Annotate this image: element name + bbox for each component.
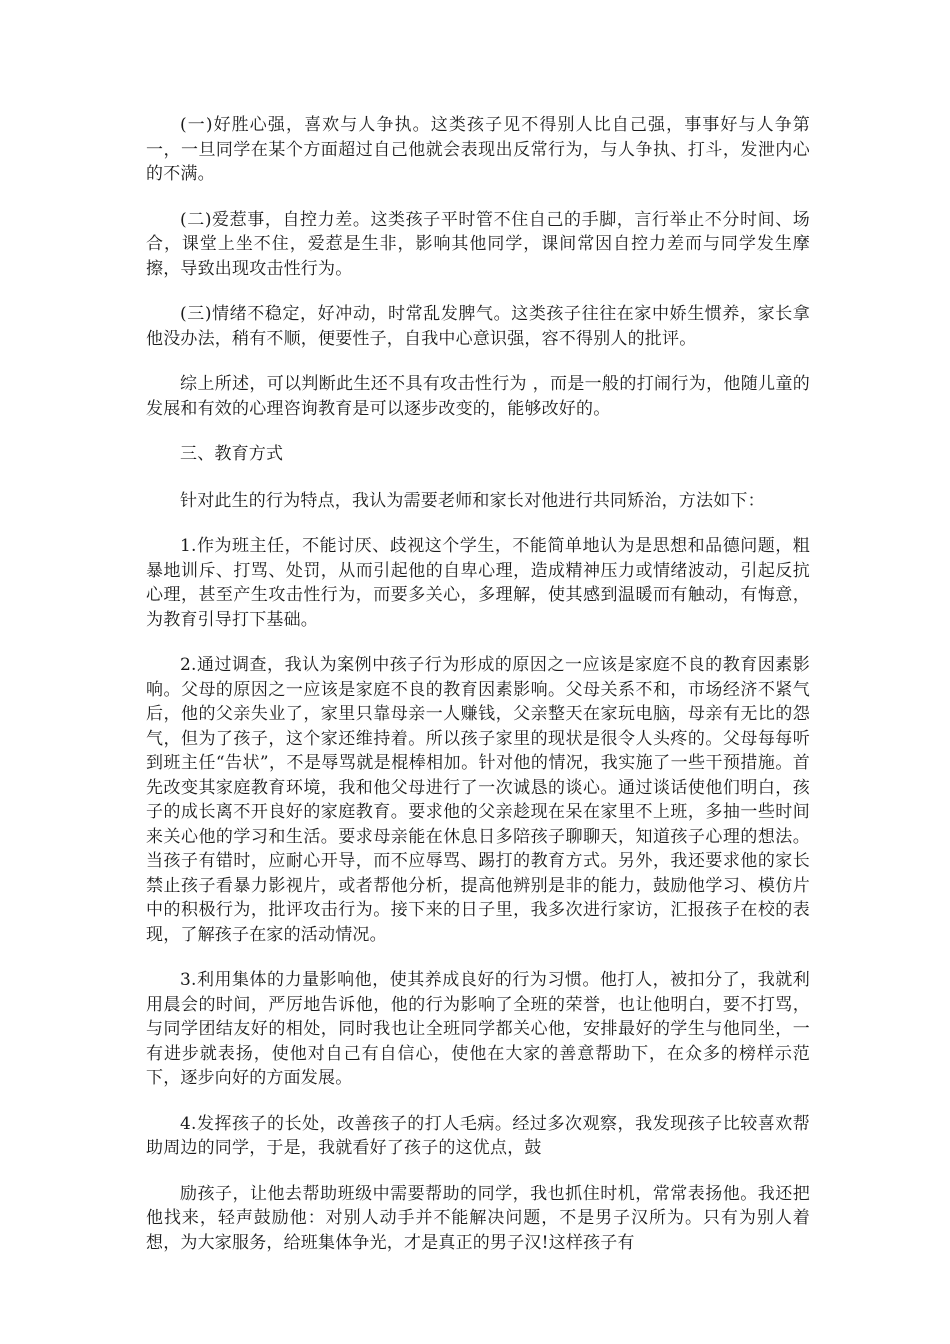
paragraph-method-3: 3.利用集体的力量影响他，使其养成良好的行为习惯。他打人，被扣分了，我就利用晨会的时间，严厉地告诉他，他的行为影响了全班的荣誉，也让他明白，要不打骂，与同学团结友好的相处，同时我也让全班同学都关心他，安排最好的学生与他同坐，一有进步就表扬，使他对自己有自信心，使他在大家的善意帮助下，在众多的榜样示范下，逐步向好的方面发展。 [146, 970, 810, 1088]
paragraph-intro: 针对此生的行为特点，我认为需要老师和家长对他进行共同矫治，方法如下： [180, 490, 765, 511]
paragraph-trait-2: (二)爱惹事，自控力差。这类孩子平时管不住自己的手脚，言行举止不分时间、场合，课堂上坐不住，爱惹是生非，影响其他同学，课间常因自控力差而与同学发生摩擦，导致出现攻击性行为。 [146, 209, 810, 279]
paragraph-method-1: 1.作为班主任，不能讨厌、歧视这个学生，不能简单地认为是思想和品德问题，粗暴地训斥、打骂、处罚，从而引起他的自卑心理，造成精神压力或情绪波动，引起反抗心理，甚至产生攻击性行为，而要多关心，多理解，使其感到温暖而有触动，有悔意，为教育引导打下基础。 [146, 536, 810, 630]
paragraph-method-2: 2.通过调查，我认为案例中孩子行为形成的原因之一应该是家庭不良的教育因素影响。父母的原因之一应该是家庭不良的教育因素影响。父母关系不和，市场经济不紧气后，他的父亲失业了，家里只靠母亲一人赚钱，父亲整天在家玩电脑，母亲有无比的怨气，但为了孩子，这个家还维持着。所以孩子家里的现状是很令人头疼的。父母每每听到班主任“告状”，不是辱骂就是棍棒相加。针对他的情况，我实施了一些干预措施。首先改变其家庭教育环境，我和他父母进行了一次诚恳的谈心。通过谈话使他们明白，孩子的成长离不开良好的家庭教育。要求他的父亲趁现在呆在家里不上班，多抽一些时间来关心他的学习和生活。要求母亲能在休息日多陪孩子聊聊天，知道孩子心理的想法。当孩子有错时，应耐心开导，而不应辱骂、踢打的教育方式。另外，我还要求他的家长禁止孩子看暴力影视片，或者帮他分析，提高他辨别是非的能力，鼓励他学习、模仿片中的积极行为，批评攻击行为。接下来的日子里，我多次进行家访，汇报孩子在校的表现，了解孩子在家的活动情况。 [146, 655, 810, 945]
paragraph-trait-1: (一)好胜心强，喜欢与人争执。这类孩子见不得别人比自己强，事事好与人争第一，一旦同学在某个方面超过自己他就会表现出反常行为，与人争执、打斗，发泄内心的不满。 [146, 115, 810, 184]
section-heading: 三、教育方式 [180, 444, 284, 464]
document-page [146, 113, 810, 1276]
paragraph-continuation: 励孩子，让他去帮助班级中需要帮助的同学，我也抓住时机，常常表扬他。我还把他找来，轻声鼓励他：对别人动手并不能解决问题，不是男子汉所为。只有为别人着想，为大家服务，给班集体争光，才是真正的男子汉!这样孩子有 [146, 1183, 810, 1253]
paragraph-summary: 综上所述，可以判断此生还不具有攻击性行为 ，而是一般的打闹行为，他随儿童的发展和有效的心理咨询教育是可以逐步改变的，能够改好的。 [146, 374, 810, 419]
paragraph-method-4: 4.发挥孩子的长处，改善孩子的打人毛病。经过多次观察，我发现孩子比较喜欢帮助周边的同学，于是，我就看好了孩子的这优点，鼓 [146, 1113, 810, 1158]
paragraph-trait-3: (三)情绪不稳定，好冲动，时常乱发脾气。这类孩子往往在家中娇生惯养，家长拿他没办法，稍有不顺，便要性子，自我中心意识强，容不得别人的批评。 [146, 304, 810, 349]
